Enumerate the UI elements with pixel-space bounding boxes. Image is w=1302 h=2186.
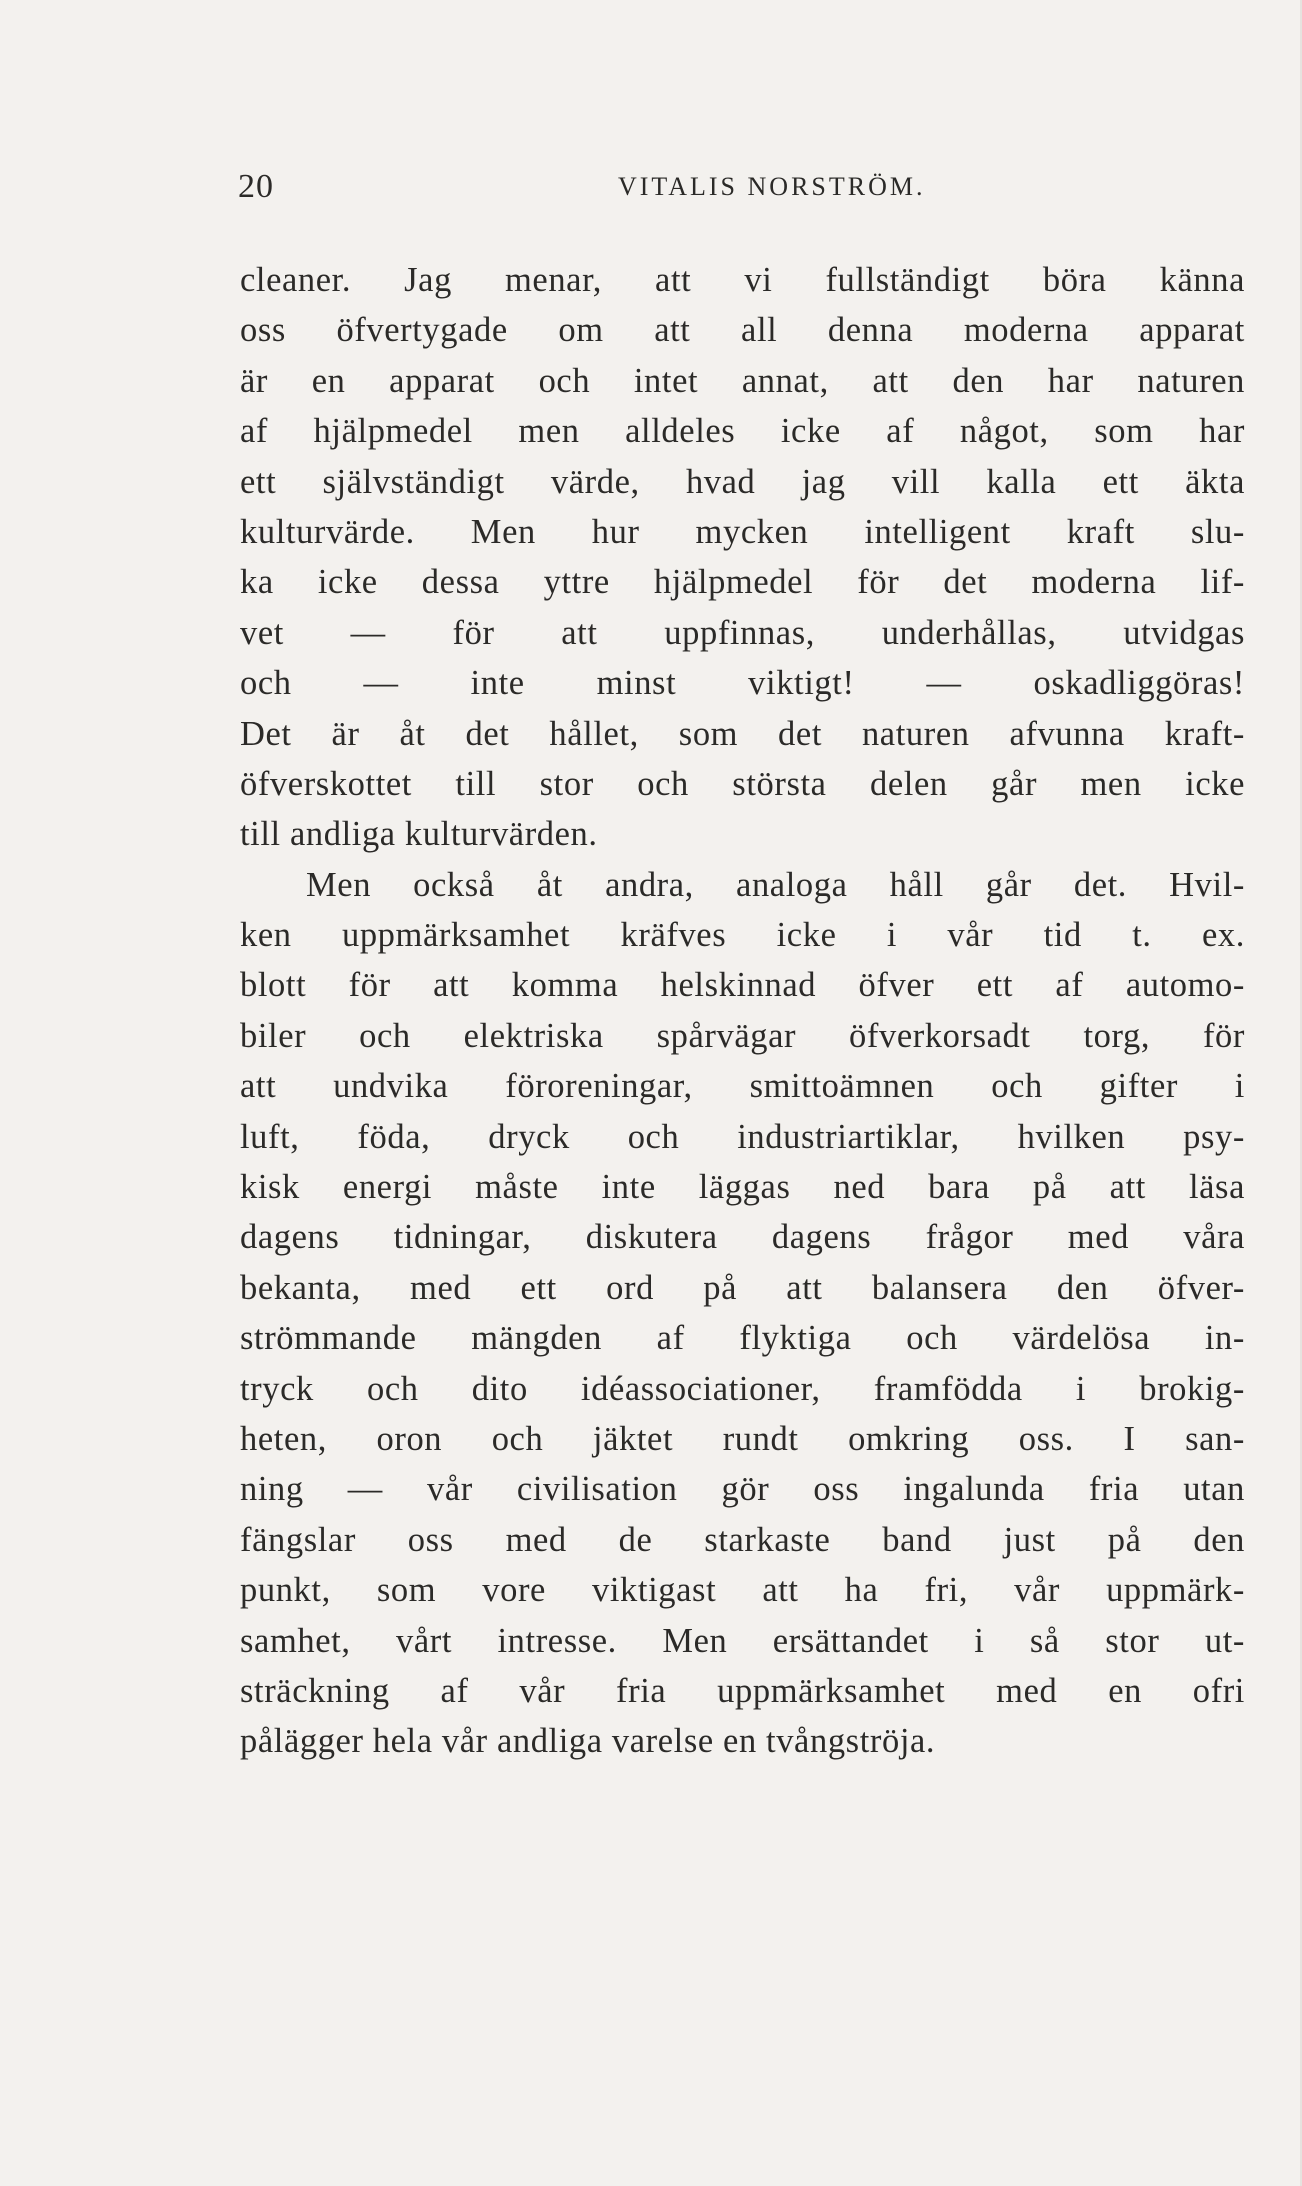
text-line: till andliga kulturvärden. <box>240 815 598 854</box>
text-line: luft, föda, dryck och industriartiklar, hvilken psy- <box>240 1117 1245 1156</box>
text-line: fängslar oss med de starkaste band just på den <box>240 1520 1245 1559</box>
text-line: heten, oron och jäktet rundt omkring oss. I san- <box>240 1419 1245 1458</box>
text-line: bekanta, med ett ord på att balansera den öfver- <box>240 1268 1245 1307</box>
running-title: VITALIS NORSTRÖM. <box>618 172 926 201</box>
text-line: kisk energi måste inte läggas ned bara på att läsa <box>240 1168 1245 1207</box>
text-line: cleaner. Jag menar, att vi fullständigt böra känna <box>240 261 1245 299</box>
running-head <box>238 168 1248 218</box>
text-line: vet — för att uppfinnas, underhållas, utvidgas <box>240 613 1245 652</box>
text-line: pålägger hela vår andliga varelse en tvångströja. <box>240 1722 936 1761</box>
text-line: oss öfvertygade om att all denna moderna apparat <box>240 311 1245 350</box>
text-line: tryck och dito idéassociationer, framfödda i brokig- <box>240 1369 1245 1408</box>
text-line: kulturvärde. Men hur mycken intelligent kraft slu- <box>240 512 1245 551</box>
page-number: 20 <box>238 168 274 205</box>
text-line: biler och elektriska spårvägar öfverkorsadt torg, för <box>240 1016 1245 1055</box>
text-line: samhet, vårt intresse. Men ersättandet i så stor ut- <box>240 1621 1245 1660</box>
text-line: och — inte minst viktigt! — oskadliggöras! <box>240 664 1245 703</box>
text-line: strömmande mängden af flyktiga och värdelösa in- <box>240 1319 1245 1358</box>
text-line: blott för att komma helskinnad öfver ett af automo- <box>240 966 1245 1005</box>
text-line: punkt, som vore viktigast att ha fri, vår uppmärk- <box>240 1571 1245 1610</box>
text-line: öfverskottet till stor och största delen går men icke <box>240 764 1245 803</box>
text-line: sträckning af vår fria uppmärksamhet med en ofri <box>240 1671 1245 1710</box>
body-text <box>240 255 1245 1767</box>
text-line: Men också åt andra, analoga håll går det. Hvil- <box>306 865 1245 904</box>
text-line: att undvika föroreningar, smittoämnen och gifter i <box>240 1067 1245 1106</box>
text-line: ning — vår civilisation gör oss ingalunda fria utan <box>240 1470 1245 1509</box>
text-line: af hjälpmedel men alldeles icke af något, som har <box>240 412 1245 451</box>
text-line: dagens tidningar, diskutera dagens frågor med våra <box>240 1218 1245 1257</box>
text-line: ken uppmärksamhet kräfves icke i vår tid t. ex. <box>240 916 1245 955</box>
text-line: ett självständigt värde, hvad jag vill kalla ett äkta <box>240 462 1245 501</box>
text-line: ka icke dessa yttre hjälpmedel för det moderna lif- <box>240 563 1245 602</box>
text-line: Det är åt det hållet, som det naturen afvunna kraft- <box>240 714 1245 753</box>
text-line: är en apparat och intet annat, att den har naturen <box>240 361 1245 400</box>
